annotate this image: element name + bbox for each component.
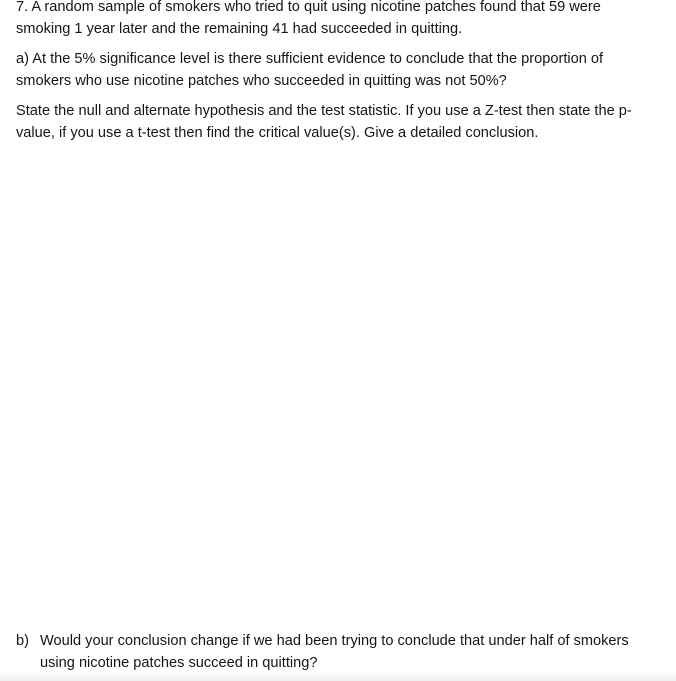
part-b-label: b) [16, 633, 29, 649]
page-bottom-edge [0, 671, 676, 681]
question-intro: 7. A random sample of smokers who tried to quit using nicotine patches found that 59 were smoking 1 year later and the remaining 41 had succeeded in quitting. [16, 0, 601, 37]
question-instructions: State the null and alternate hypothesis and the test statistic. If you use a Z-test then state the p-value, if you use a t-test then find the critical value(s). Give a detailed conclusion. [16, 103, 632, 141]
question-part-a: a) At the 5% significance level is there sufficient evidence to conclude that the proportion of smokers who use nicotine patches who succeeded in quitting was not 50%? [16, 51, 604, 89]
question-part-b: Would your conclusion change if we had been trying to conclude that under half of smokers using nicotine patches succeed in quitting? [40, 633, 629, 671]
